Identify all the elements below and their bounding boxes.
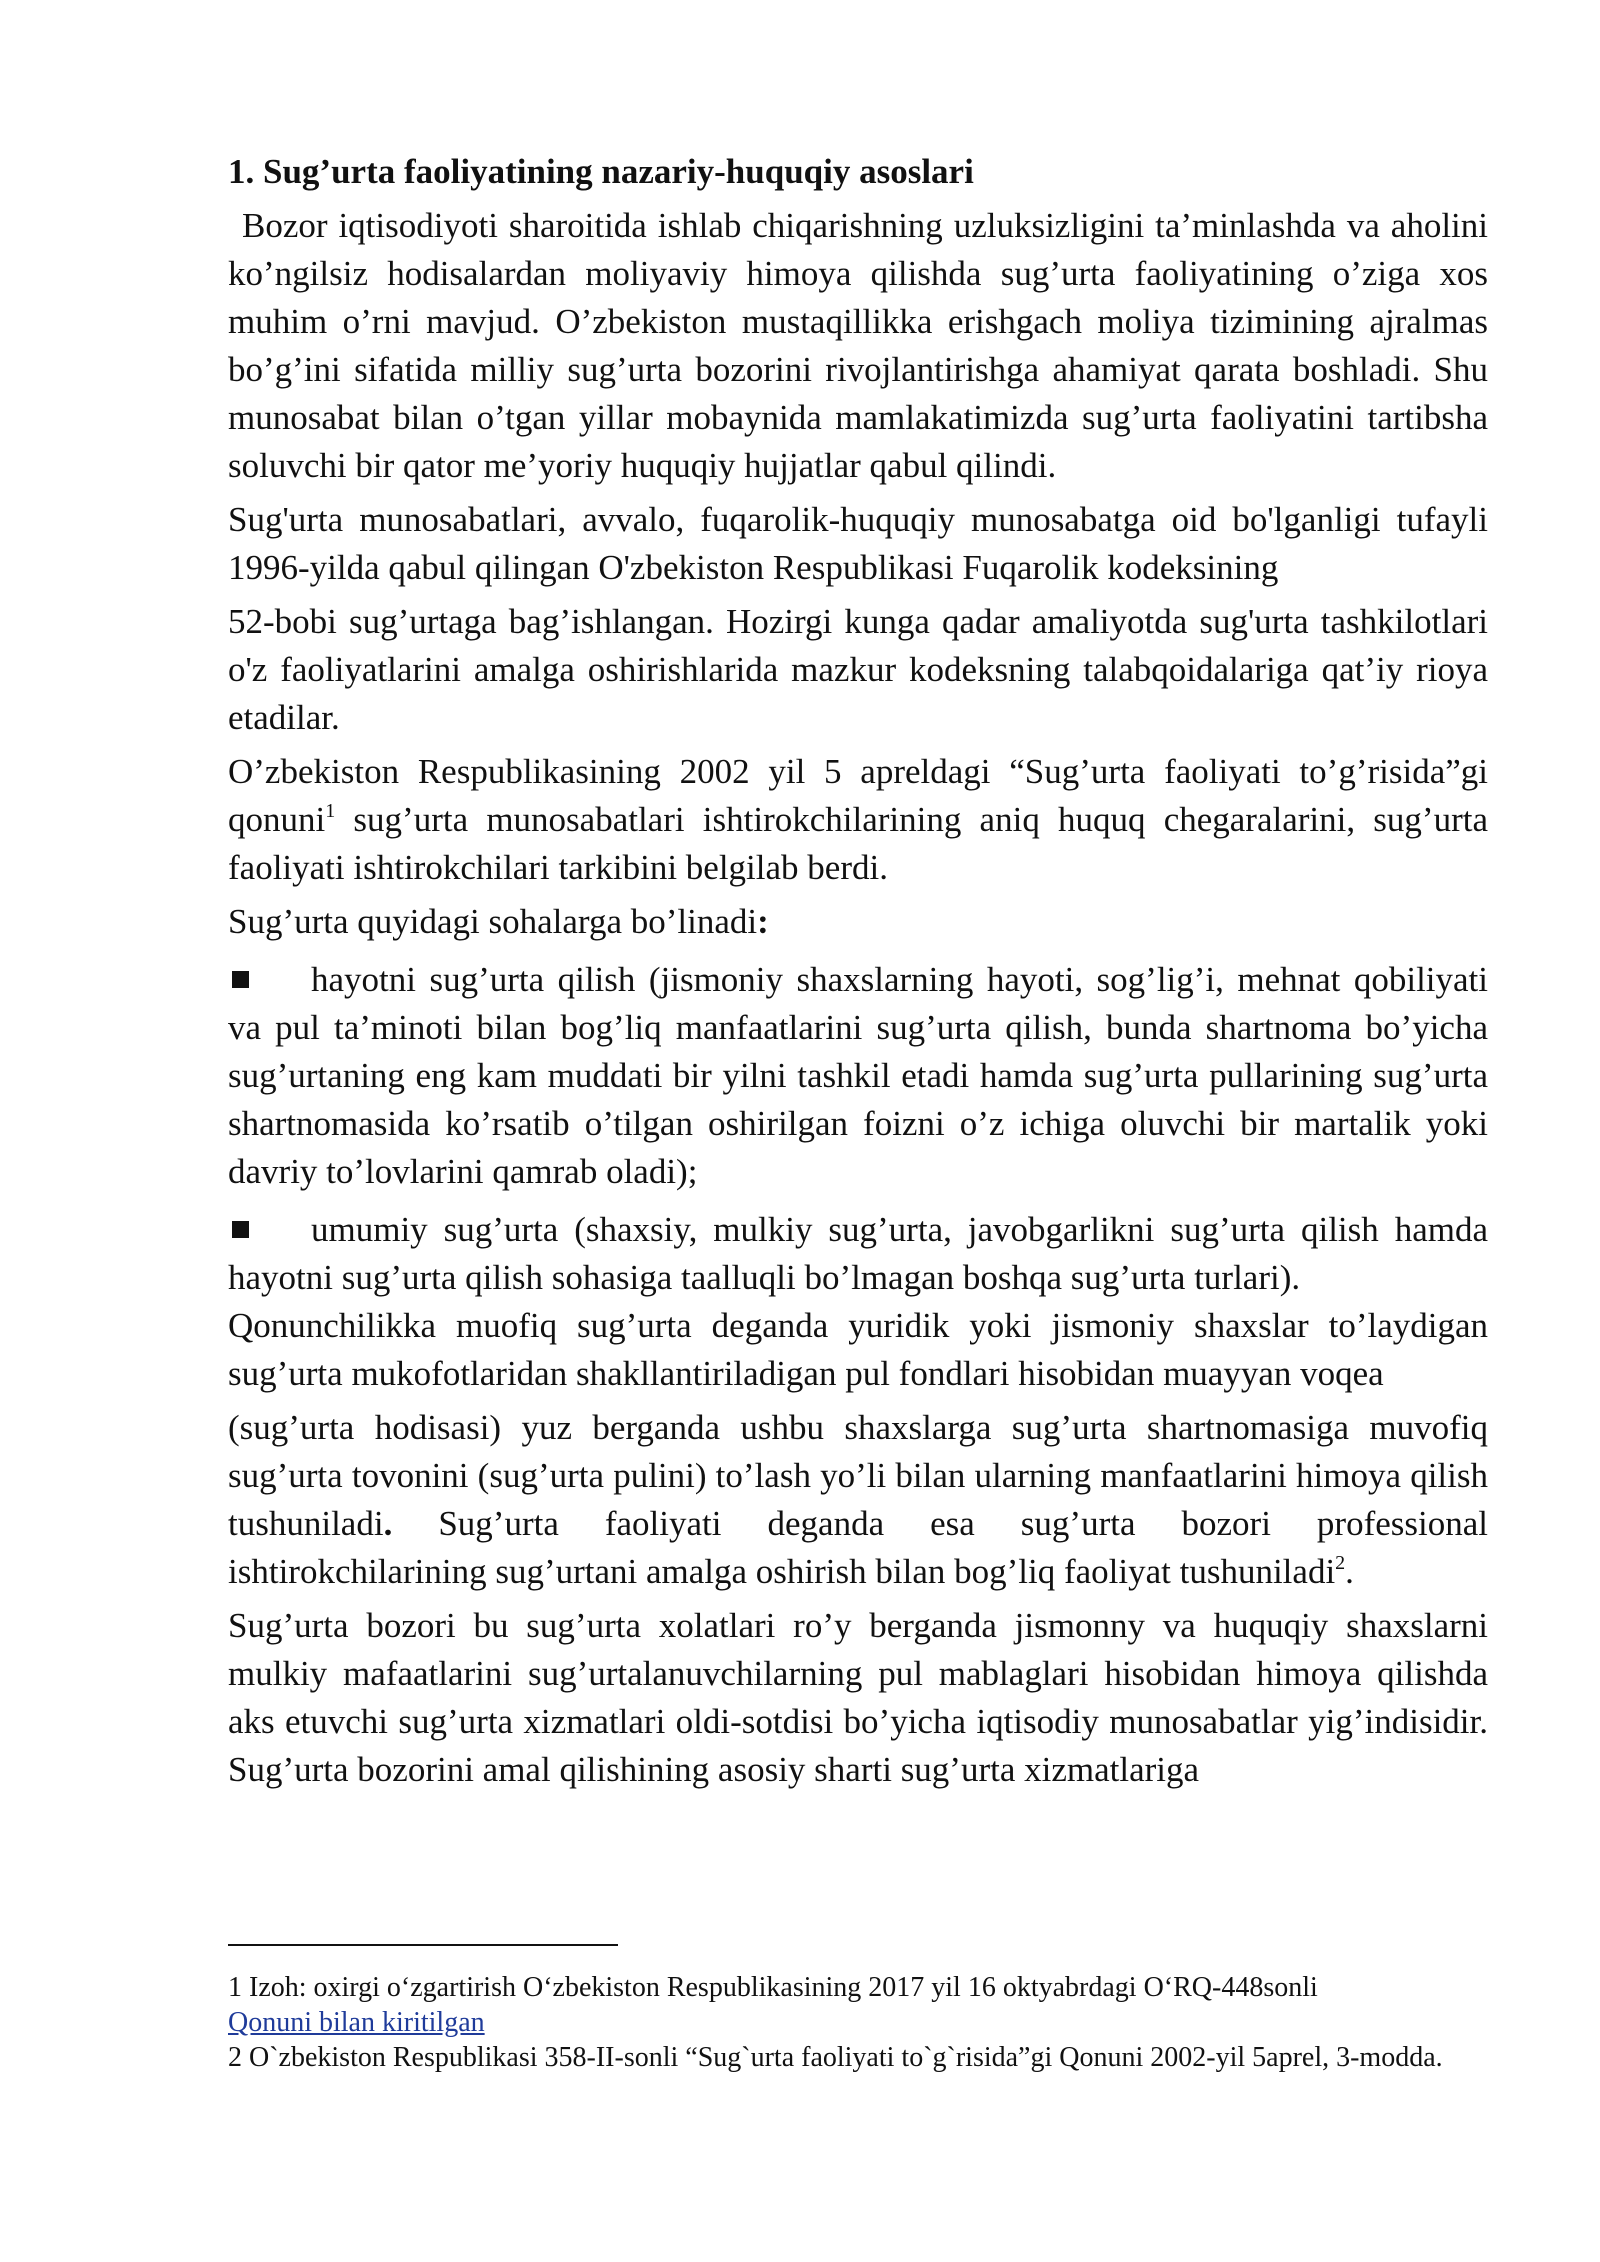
footnote-1-text: 1 Izoh: oxirgi o‘zgartirish O‘zbekiston Respublikasining 2017 yil 16 oktyabrdagi O‘RQ-448sonli bbox=[228, 1972, 1318, 2003]
section-heading: 1. Sug’urta faoliyatining nazariy-huquqiy asoslari bbox=[228, 152, 974, 191]
footnotes-section bbox=[228, 1944, 1488, 2075]
list-item-life-insurance bbox=[228, 956, 1488, 1196]
footnote-ref-2[interactable]: 2 bbox=[1335, 1552, 1346, 1574]
definition-text-start: (sug’urta hodisasi) yuz berganda ushbu shaxslarga sug’urta shartnomasiga muvofiq sug’urta tovonini (sug’urta pulini) to’lash yo’li bilan ularning manfaatlarini himoya qilish tushuniladi bbox=[228, 1408, 1488, 1543]
square-bullet-icon bbox=[232, 1221, 249, 1238]
footnote-ref-1[interactable]: 1 bbox=[325, 800, 336, 822]
list-item-text: umumiy sug’urta (shaxsiy, mulkiy sug’urta, javobgarlikni sug’urta qilish hamda hayotni sug’urta qilish sohasiga taalluqli bo’lmagan boshqa sug’urta turlari). bbox=[228, 1210, 1488, 1297]
paragraph-civil-code-1: Sug'urta munosabatlari, avvalo, fuqarolik-huquqiy munosabatga oid bo'lganligi tufayli 1996-yilda qabul qilingan O'zbekiston Respublikasi Fuqarolik kodeksining bbox=[228, 500, 1488, 587]
list-item-general-insurance bbox=[228, 1206, 1488, 1302]
paragraph-definition-1: Qonunchilikka muofiq sug’urta deganda yuridik yoki jismoniy shaxslar to’laydigan sug’urta mukofotlaridan shakllantiriladigan pul fondlari hisobidan muayyan voqea bbox=[228, 1306, 1488, 1393]
paragraph-divisions bbox=[228, 898, 1488, 946]
divisions-colon: : bbox=[757, 902, 769, 941]
definition-text-end: Sug’urta faoliyati deganda esa sug’urta bozori professional ishtirokchilarining sug’urtani amalga oshirish bilan bog’liq faoliyat tushuniladi bbox=[228, 1504, 1488, 1591]
definition-bold-dot: . bbox=[383, 1504, 393, 1543]
footnote-1 bbox=[228, 1970, 1488, 2040]
paragraph-civil-code-2: 52-bobi sug’urtaga bag’ishlangan. Hozirgi kunga qadar amaliyotda sug'urta tashkilotlari o'z faoliyatlarini amalga oshirishlarida mazkur kodeksning talabqoidalariga qat’iy rioya etadilar. bbox=[228, 602, 1488, 737]
divisions-text: Sug’urta quyidagi sohalarga bo’linadi bbox=[228, 902, 758, 941]
paragraph-law-2002 bbox=[228, 748, 1488, 892]
law-text-end: sug’urta munosabatlari ishtirokchilarining aniq huquq chegaralarini, sug’urta faoliyati ishtirokchilari tarkibini belgilab berdi. bbox=[228, 800, 1488, 887]
square-bullet-icon bbox=[232, 971, 249, 988]
paragraph-market: Sug’urta bozori bu sug’urta xolatlari ro’y berganda jismonny va huquqiy shaxslarni mulkiy mafaatlarini sug’urtalanuvchilarning pul mablaglari hisobidan himoya qilishda aks etuvchi sug’urta xizmatlari oldi-sotdisi bo’yicha iqtisodiy munosabatlar yig’indisidir. Sug’urta bozorini amal qilishining asosiy sharti sug’urta xizmatlariga bbox=[228, 1606, 1488, 1789]
paragraph-definition-2 bbox=[228, 1404, 1488, 1596]
law-text-start: O’zbekiston Respublikasining 2002 yil 5 apreldagi “Sug’urta faoliyati to’g’risida”gi qonuni bbox=[228, 752, 1488, 839]
footnote-2: 2 O`zbekiston Respublikasi 358-II-sonli “Sug`urta faoliyati to`g`risida”gi Qonuni 2002-yil 5aprel, 3-modda. bbox=[228, 2042, 1443, 2073]
definition-end-dot: . bbox=[1345, 1552, 1354, 1591]
paragraph-intro: Bozor iqtisodiyoti sharoitida ishlab chiqarishning uzluksizligini ta’minlashda va aholini ko’ngilsiz hodisalardan moliyaviy himoya qilishda sug’urta faoliyatining o’ziga xos muhim o’rni mavjud. O’zbekiston mustaqillikka erishgach moliya tizimining ajralmas bo’g’ini sifatida milliy sug’urta bozorini rivojlantirishga ahamiyat qarata boshladi. Shu munosabat bilan o’tgan yillar mobaynida mamlakatimizda sug’urta faoliyatini tartibsha soluvchi bir qator me’yoriy huquqiy hujjatlar qabul qilindi. bbox=[228, 206, 1488, 485]
footnote-separator bbox=[228, 1944, 618, 1946]
list-item-text: hayotni sug’urta qilish (jismoniy shaxslarning hayoti, sog’lig’i, mehnat qobiliyati va pul ta’minoti bilan bog’liq manfaatlarini sug’urta qilish, bunda shartnoma bo’yicha sug’urtaning eng kam muddati bir yilni tashkil etadi hamda sug’urta pullarining sug’urta shartnomasida ko’rsatib o’tilgan oshirilgan foizni o’z ichiga oluvchi bir martalik yoki davriy to’lovlarini qamrab oladi); bbox=[228, 960, 1488, 1191]
footnote-1-link[interactable]: Qonuni bilan kiritilgan bbox=[228, 2007, 485, 2038]
document-body bbox=[228, 148, 1488, 1794]
